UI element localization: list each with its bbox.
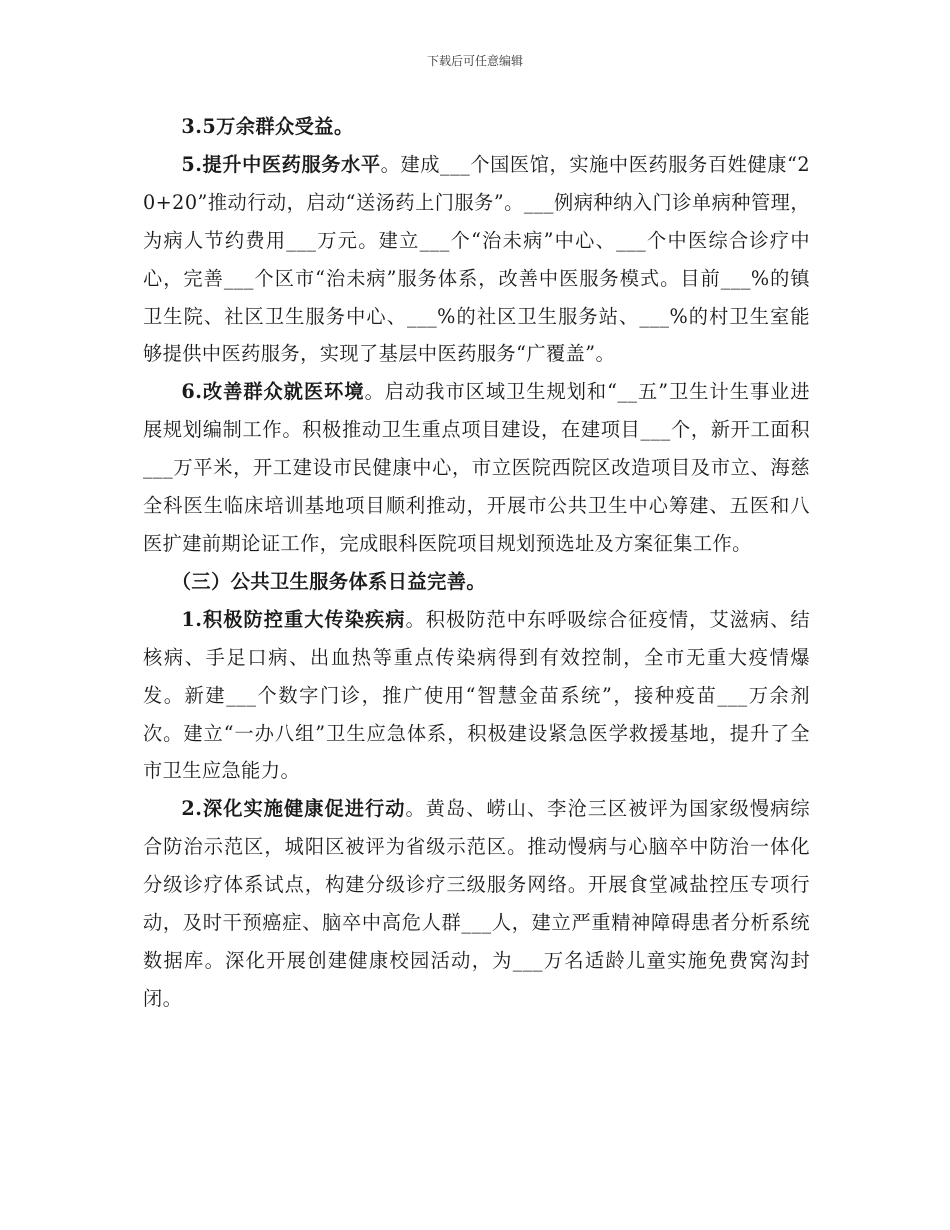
paragraph-health-promotion bbox=[143, 790, 810, 1017]
paragraph-tcm-service bbox=[143, 146, 810, 373]
section-heading: （三）公共卫生服务体系日益完善。 bbox=[171, 569, 486, 593]
paragraph-lead: 1.积极防控重大传染疾病 bbox=[181, 607, 406, 631]
paragraph-text: 。黄岛、崂山、李沧三区被评为国家级慢病综合防治示范区，城阳区被评为省级示范区。推动慢病与心脑卒中防治一体化分级诊疗体系试点，构建分级诊疗三级服务网络。开展食堂减盐控压专项行动，及时干预癌症、脑卒中高危人群___人，建立严重精神障碍患者分析系统数据库。深化开展创建健康校园活动，为___万名适龄儿童实施免费窝沟封闭。 bbox=[143, 797, 810, 1010]
paragraph-text: 。启动我市区域卫生规划和“__五”卫生计生事业进展规划编制工作。积极推动卫生重点项目建设，在建项目___个，新开工面积___万平米，开工建设市民健康中心，市立医院西院区改造项目及市立、海慈全科医生临床培训基地项目顺利推动，开展市公共卫生中心筹建、五医和八医扩建前期论证工作，完成眼科医院项目规划预选址及方案征集工作。 bbox=[143, 380, 811, 555]
paragraph-lead: 2.深化实施健康促进行动 bbox=[181, 797, 406, 821]
document-body bbox=[143, 108, 810, 1018]
paragraph-lead: 6.改善群众就医环境 bbox=[181, 380, 365, 404]
paragraph-beneficiaries bbox=[143, 108, 810, 146]
page-header: 下载后可任意编辑 bbox=[426, 54, 523, 68]
paragraph-lead: 3.5万余群众受益。 bbox=[181, 115, 354, 138]
paragraph-lead: 5.提升中医药服务水平 bbox=[181, 152, 381, 176]
paragraph-text: 。建成___个国医馆，实施中医药服务百姓健康“20+20”推动行动，启动“送汤药上门服务”。___例病种纳入门诊单病种管理，为病人节约费用___万元。建立___个“治未病”中心、___个中医综合诊疗中心，完善___个区市“治未病”服务体系，改善中医服务模式。目前___%的镇卫生院、社区卫生服务中心、___%的社区卫生服务站、___%的村卫生室能够提供中医药服务，实现了基层中医药服务“广覆盖”。 bbox=[143, 152, 810, 366]
paragraph-infectious-disease bbox=[143, 601, 810, 791]
paragraph-medical-environment bbox=[143, 373, 810, 563]
paragraph-text: 。积极防范中东呼吸综合征疫情，艾滋病、结核病、手足口病、出血热等重点传染病得到有效控制，全市无重大疫情爆发。新建___个数字门诊，推广使用“智慧金苗系统”，接种疫苗___万余剂次。建立“一办八组”卫生应急体系，积极建设紧急医学救援基地，提升了全市卫生应急能力。 bbox=[143, 607, 810, 783]
